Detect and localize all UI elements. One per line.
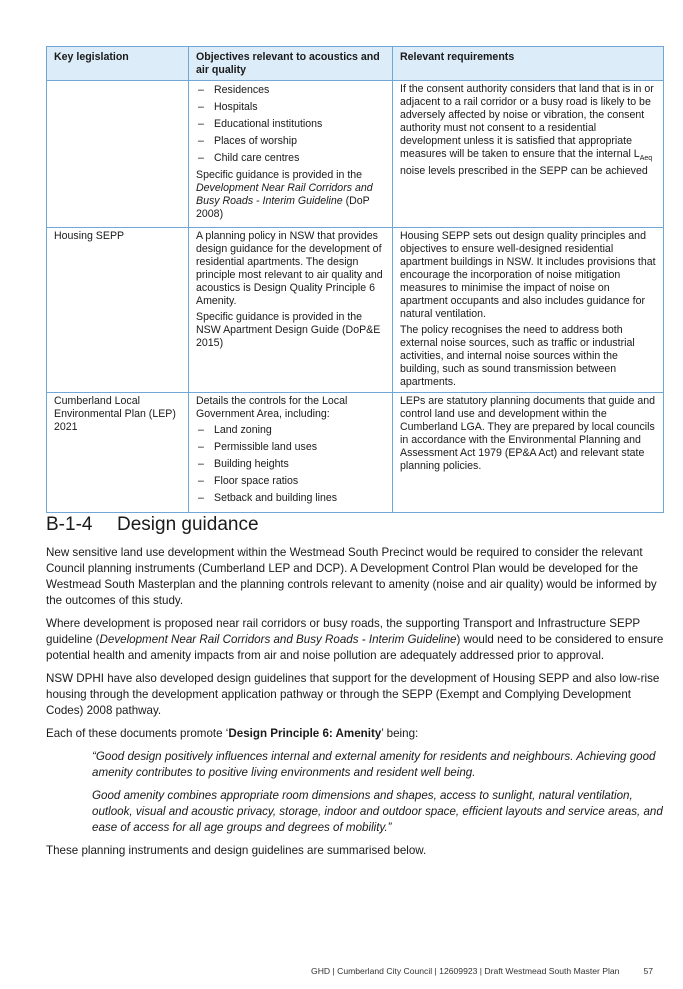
table-row (47, 393, 664, 513)
table-row (47, 228, 664, 393)
objective-paragraph: Specific guidance is provided in the NSW Apartment Design Guide (DoP&E 2015) (196, 311, 381, 349)
quote-paragraph: Good amenity combines appropriate room dimensions and shapes, access to sunlight, natural ventilation, outlook, visual and acoustic privacy, storage, indoor and outdoor space, efficient layouts and service areas, and ease of access for all age groups and degrees of mobility.” (92, 789, 663, 834)
controls-list (196, 424, 386, 505)
page-number: 57 (643, 966, 653, 976)
guidance-title: Development Near Rail Corridors and Busy Roads - Interim Guideline (196, 182, 373, 207)
quote-paragraph: “Good design positively influences internal and external amenity for residents and neighbours. Achieving good amenity contributes to positive living environments and resident well being. (92, 750, 656, 779)
requirements-cell: LEPs are statutory planning documents that guide and control land use and development within the Cumberland LGA. They are prepared by local councils in accordance with the Environmental Planning and Assessment Act 1979 (EP&A Act) and relevant state planning policies. (393, 393, 664, 513)
section-body (46, 545, 666, 866)
section-number: B-1-4 (46, 514, 93, 535)
column-header: Relevant requirements (393, 47, 664, 81)
requirement-text-end: noise levels prescribed in the SEPP can be achieved (400, 165, 648, 178)
table-row (47, 81, 664, 228)
list-item: – Places of worship (196, 135, 386, 148)
objective-paragraph: A planning policy in NSW that provides design guidance for the development of residential apartments. The design principle most relevant to air quality and acoustics is Design Quality Principle 6 Amenity. (196, 230, 383, 307)
body-paragraph: New sensitive land use development within the Westmead South Precinct would be required to consider the relevant Council planning instruments (Cumberland LEP and DCP). A Development Control Plan would be developed for the Westmead South Masterplan and the planning controls relevant to amenity (noise and air quality) would be informed by the outcomes of this study. (46, 546, 657, 607)
table-header-row (47, 47, 664, 81)
section-heading (46, 514, 259, 536)
body-paragraph: NSW DPHI have also developed design guidelines that support for the development of Housing SEPP and also low-rise housing through the development application pathway or through the SEPP (Exempt and Complying Development Codes) 2008 pathway. (46, 672, 660, 717)
column-header: Key legislation (47, 47, 189, 81)
body-paragraph: These planning instruments and design guidelines are summarised below. (46, 844, 427, 857)
legislation-table (46, 46, 664, 513)
laeq-subscript: Aeq (639, 155, 653, 163)
guidance-text (196, 169, 386, 221)
list-item: – Land zoning (196, 424, 386, 437)
list-item: – Residences (196, 84, 386, 97)
requirements-cell (393, 81, 664, 228)
objective-paragraph: Details the controls for the Local Government Area, including: (196, 395, 348, 420)
footer-text: GHD | Cumberland City Council | 12609923 | Draft Westmead South Master Plan (311, 966, 620, 976)
section-title: Design guidance (117, 514, 259, 535)
requirement-text: If the consent authority considers that land that is in or adjacent to a rail corridor or a busy road is likely to be adversely affected by noise or vibration, the consent authority must not consent to a residential development unless it is satisfied that appropriate measures will be taken to ensure that the internal L (400, 83, 654, 160)
paragraph-start: Where development is proposed near rail corridors or busy roads, the supporting Transport and Infrastructure SEPP guideline ( (46, 617, 640, 646)
page-footer (311, 966, 653, 976)
objectives-cell (189, 228, 393, 393)
list-item: – Hospitals (196, 101, 386, 114)
design-principle-name: Design Principle 6: Amenity (228, 727, 382, 740)
list-item: – Educational institutions (196, 118, 386, 131)
list-item: – Floor space ratios (196, 475, 386, 488)
list-item: – Building heights (196, 458, 386, 471)
guidance-suffix: (DoP 2008) (196, 195, 370, 220)
objectives-cell (189, 81, 393, 228)
list-item: – Child care centres (196, 152, 386, 165)
list-item: – Permissible land uses (196, 441, 386, 454)
legislation-cell: Cumberland Local Environmental Plan (LEP) 2021 (47, 393, 189, 513)
body-paragraph (46, 726, 666, 742)
paragraph-start: Each of these documents promote ‘ (46, 727, 229, 740)
legislation-cell: Housing SEPP (47, 228, 189, 393)
guideline-title: Development Near Rail Corridors and Busy Roads - Interim Guideline (99, 633, 457, 646)
paragraph-end: ) would need to be considered to ensure potential health and amenity impacts from air and noise pollution are adequately addressed prior to approval. (46, 633, 664, 662)
requirement-paragraph: Housing SEPP sets out design quality principles and objectives to ensure well-designed residential apartment buildings in NSW. It includes provisions that encourage the incorporation of noise mitigation measures to minimise the impact of noise on apartment occupants and also includes guidance for natural ventilation. (400, 230, 656, 320)
requirements-cell (393, 228, 664, 393)
paragraph-end: ’ being: (381, 727, 419, 740)
requirement-paragraph: The policy recognises the need to address both external noise sources, such as traffic or industrial activities, and internal noise sources within the building, such as sound transmission between apartments. (400, 324, 635, 388)
guidance-prefix: Specific guidance is provided in the (196, 169, 363, 181)
legislation-cell (47, 81, 189, 228)
list-item: – Setback and building lines (196, 492, 386, 505)
objectives-cell (189, 393, 393, 513)
column-header: Objectives relevant to acoustics and air quality (189, 47, 393, 81)
body-paragraph (46, 616, 666, 664)
sensitive-uses-list (196, 84, 386, 165)
